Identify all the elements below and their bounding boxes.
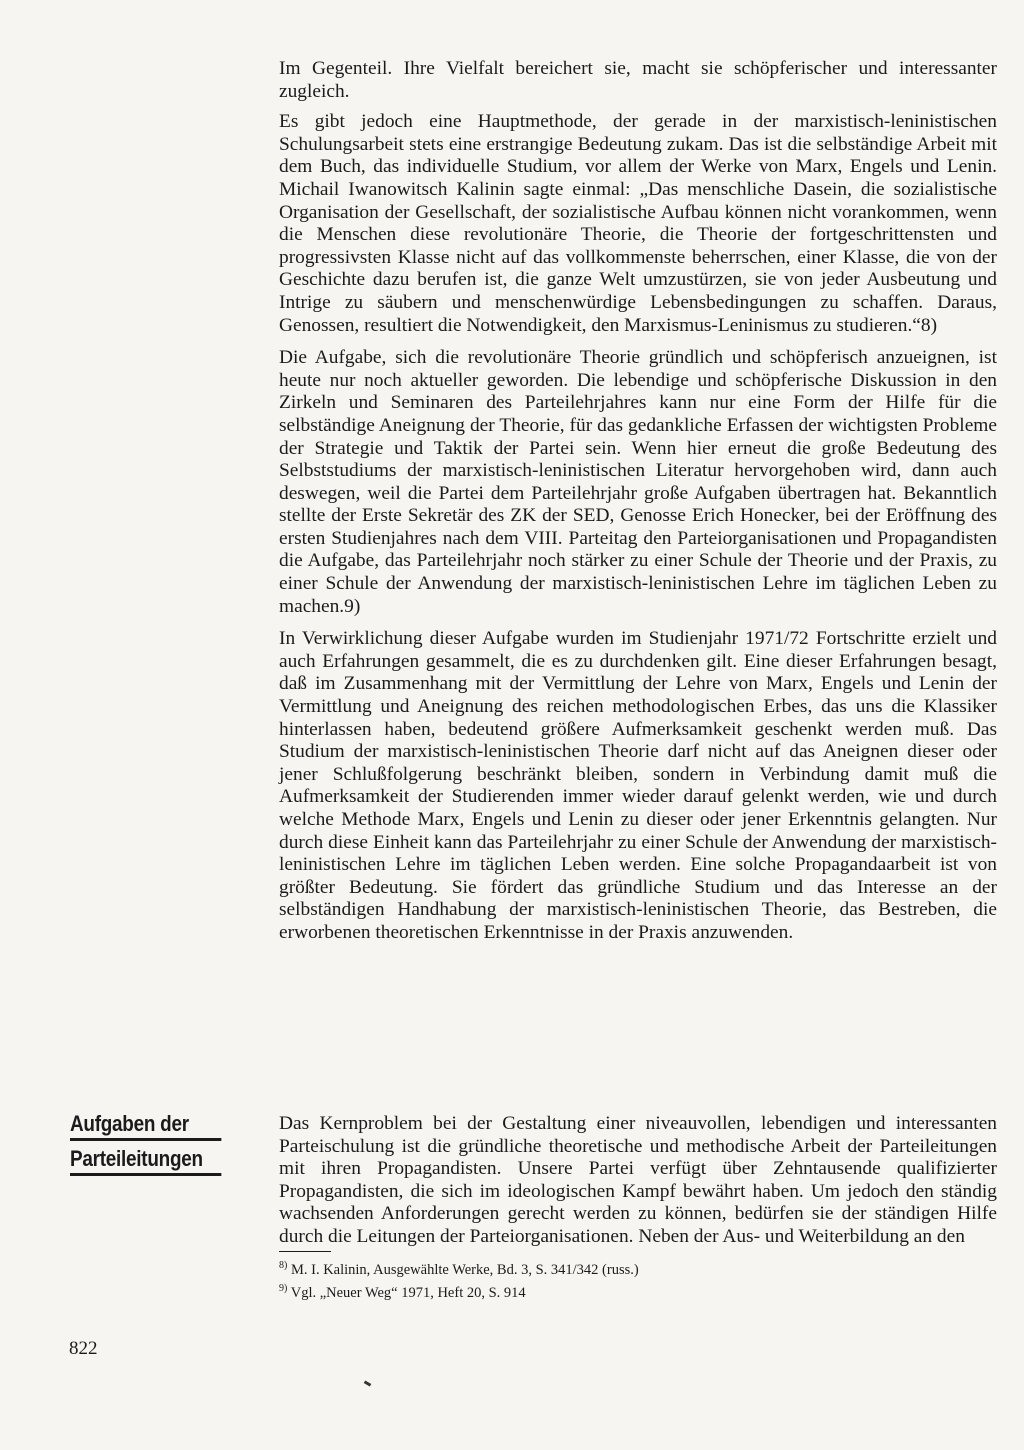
footnote-8-text: M. I. Kalinin, Ausgewählte Werke, Bd. 3, S. 341/342 (russ.)	[290, 1261, 639, 1278]
section-paragraph: Das Kernproblem bei der Gestaltung einer niveauvollen, lebendigen und interessanten Parteischulung ist die gründliche theoretische und methodische Arbeit der Parteileitungen mit ihren Propagandisten. Unsere Partei verfügt über Zehntausende qualifizierter Propagandisten, die sich im ideologischen Kampf bewährt haben. Um jedoch den ständig wachsenden Anforderungen gerecht werden zu können, bedürfen sie der ständigen Hilfe durch die Leitungen der Parteiorganisationen. Neben der Aus- und Weiterbildung an den	[279, 1113, 997, 1247]
footnote-9-text: Vgl. „Neuer Weg“ 1971, Heft 20, S. 914	[290, 1285, 526, 1302]
paragraph-1: Im Gegenteil. Ihre Vielfalt bereichert sie, macht sie schöpferischer und interessanter zugleich.	[279, 58, 997, 102]
page-number: 822	[69, 1338, 98, 1359]
footnote-9	[279, 1279, 997, 1303]
main-text-column	[279, 58, 997, 955]
section-side-heading	[70, 1112, 221, 1182]
side-heading-line-1: Aufgaben der	[70, 1112, 221, 1141]
footnote-8	[279, 1256, 997, 1280]
paragraph-2: Es gibt jedoch eine Hauptmethode, der gerade in der marxistisch-leninistischen Schulungsarbeit stets eine erstrangige Bedeutung zukam. Das ist die selbständige Arbeit mit dem Buch, das individuelle Studium, vor allem der Werke von Marx, Engels und Lenin. Michail Iwanowitsch Kalinin sagte einmal: „Das menschliche Dasein, die sozialistische Organisation der Gesellschaft, der sozialistische Aufbau können nicht vorankommen, wenn die Menschen diese revolutionäre Theorie, die Theorie der fortgeschrittensten und progressivsten Klasse nicht auf das vollkommenste beherrschen, einer Klasse, die von der Geschichte dazu berufen ist, die ganze Welt umzustürzen, sie von jeder Ausbeutung und Intrige zu säubern und menschenwürdige Lebensbedingungen zu schaffen. Daraus, Genossen, resultiert die Notwendigkeit, den Marxismus-Leninismus zu studieren.“8)	[279, 111, 997, 336]
footnote-divider	[279, 1251, 331, 1252]
scan-speck	[364, 1380, 372, 1386]
paragraph-3: Die Aufgabe, sich die revolutionäre Theorie gründlich und schöpferisch anzueignen, ist heute nur noch aktueller geworden. Die lebendige und schöpferische Diskussion in den Zirkeln und Seminaren des Parteilehrjahres kann nur eine Form der Hilfe für die selbständige Aneignung der Theorie, für das gedankliche Erfassen der wichtigsten Probleme der Strategie und Taktik der Partei sein. Wenn hier erneut die große Bedeutung des Selbststudiums der marxistisch-leninistischen Literatur hervorgehoben wird, dann auch deswegen, weil die Partei dem Parteilehrjahr große Aufgaben übertragen hat. Bekanntlich stellte der Erste Sekretär des ZK der SED, Genosse Erich Honecker, bei der Eröffnung des ersten Studienjahres nach dem VIII. Parteitag den Parteiorganisationen und Propagandisten die Aufgabe, das Parteilehrjahr noch stärker zu einer Schule der Theorie und der Praxis, zu einer Schule der Anwendung der marxistisch-leninistischen Lehre im täglichen Leben zu machen.9)	[279, 347, 997, 617]
paragraph-4: In Verwirklichung dieser Aufgabe wurden im Studienjahr 1971/72 Fortschritte erzielt und auch Erfahrungen gesammelt, die es zu durchdenken gilt. Eine dieser Erfahrungen besagt, daß im Zusammenhang mit der Vermittlung der Lehre von Marx, Engels und Lenin der Vermittlung und Aneignung des reichen methodologischen Erbes, das uns die Klassiker hinterlassen haben, bedeutend größere Aufmerksamkeit geschenkt werden muß. Das Studium der marxistisch-leninistischen Theorie darf nicht auf das Aneignen dieser oder jener Schlußfolgerung beschränkt bleiben, sondern in Verbindung damit muß die Aufmerksamkeit der Studierenden immer wieder darauf gelenkt werden, wie und durch welche Methode Marx, Engels und Lenin zu dieser oder jener Erkenntnis gelangten. Nur durch diese Einheit kann das Parteilehrjahr zu einer Schule der Anwendung der marxistisch-leninistischen Lehre im täglichen Leben werden. Eine solche Propagandaarbeit ist von größter Bedeutung. Sie fördert das gründliche Studium und das Interesse an der selbständigen Handhabung der marxistisch-leninistischen Theorie, das Bestreben, die erworbenen theoretischen Erkenntnisse in der Praxis anzuwenden.	[279, 628, 997, 943]
footnote-9-mark: 9)	[279, 1283, 288, 1295]
side-heading-line-2: Parteileitungen	[70, 1147, 221, 1176]
footnote-8-mark: 8)	[279, 1259, 288, 1271]
section-text-column	[279, 1113, 997, 1303]
